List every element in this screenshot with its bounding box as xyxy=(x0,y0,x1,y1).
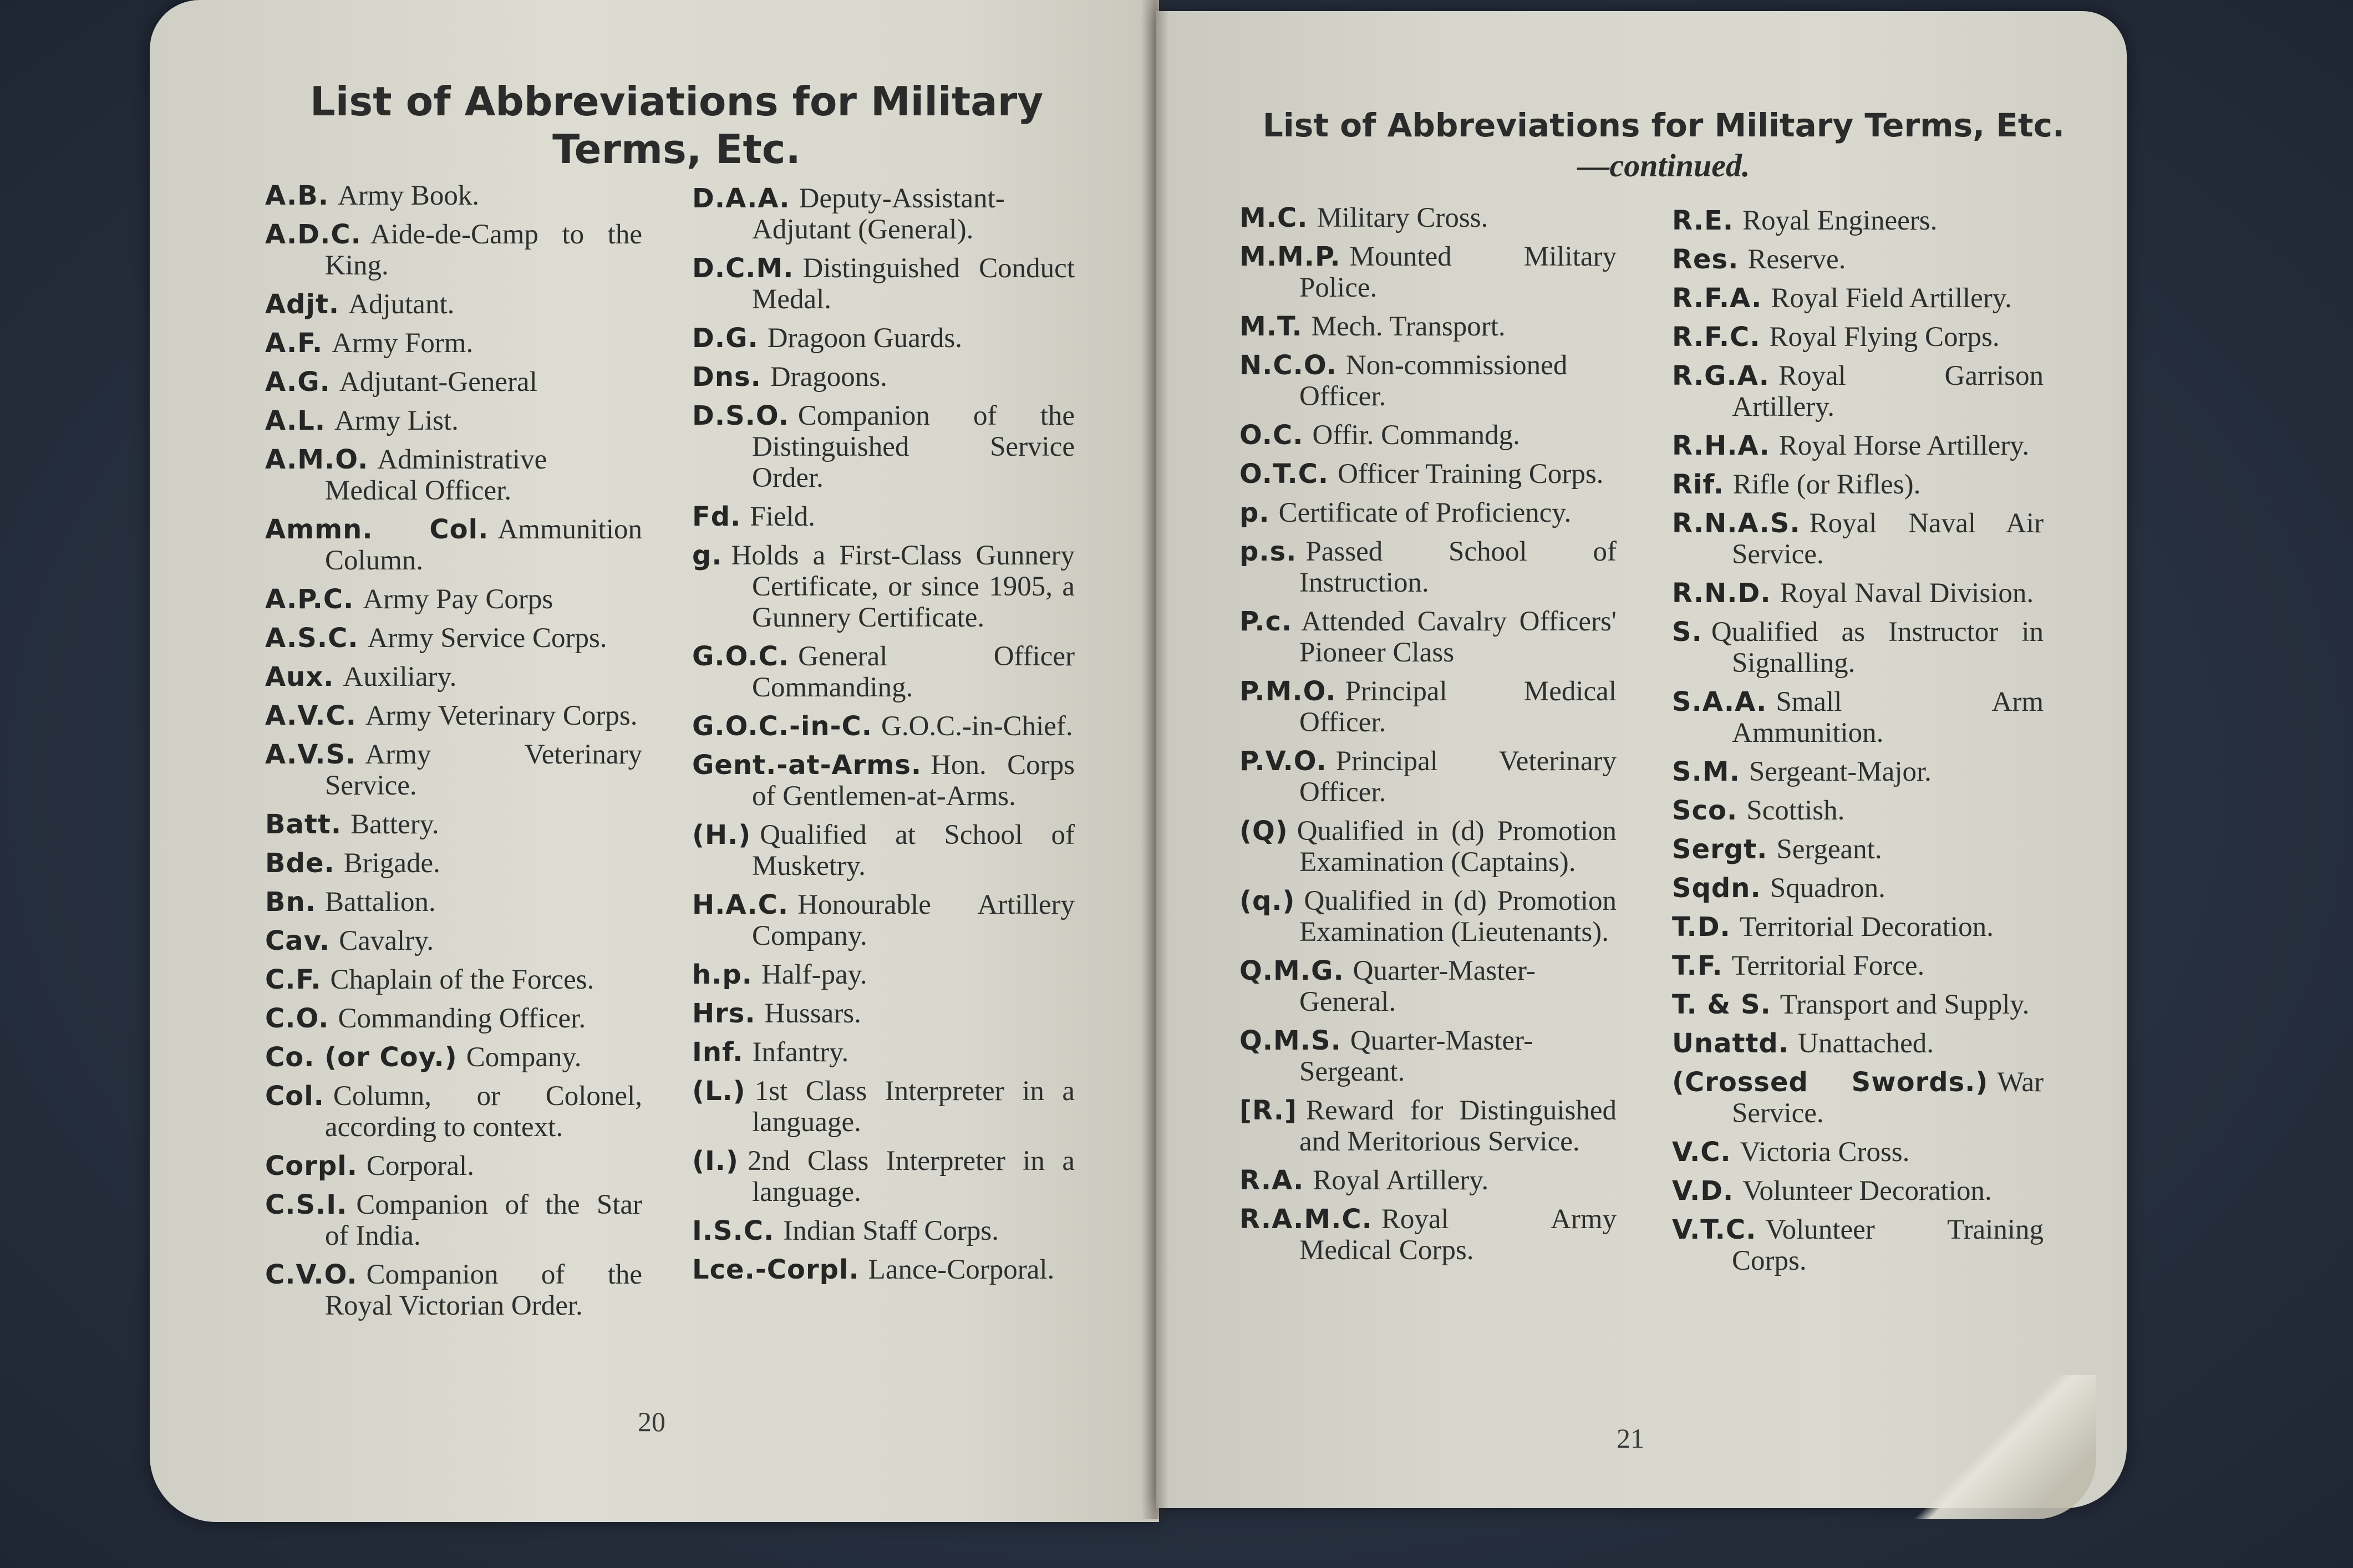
abbreviation-definition: Qualified in (d) Promotion Examination (Lieutenants). xyxy=(1299,885,1617,948)
abbreviation-entry xyxy=(265,1259,642,1321)
abbreviation-definition: Field. xyxy=(750,501,815,532)
abbreviation-term: C.S.I. xyxy=(265,1189,348,1220)
abbreviation-entry xyxy=(265,623,642,654)
abbreviation-definition: Hon. Corps of Gentlemen-at-Arms. xyxy=(752,750,1075,812)
abbreviation-term: [R.] xyxy=(1239,1095,1297,1126)
abbreviation-definition: Transport and Supply. xyxy=(1780,989,2030,1020)
abbreviation-definition: Army Veterinary Service. xyxy=(325,739,642,801)
abbreviation-term: Co. (or Coy.) xyxy=(265,1042,458,1073)
abbreviation-definition: Reward for Distinguished and Meritorious Service. xyxy=(1299,1095,1617,1157)
abbreviation-term: R.F.C. xyxy=(1672,322,1761,353)
abbreviation-definition: Army Veterinary Corps. xyxy=(365,700,638,731)
abbreviation-term: Q.M.S. xyxy=(1239,1025,1341,1056)
abbreviation-definition: Companion of the Royal Victorian Order. xyxy=(325,1259,642,1321)
abbreviation-entry xyxy=(692,183,1075,245)
abbreviation-definition: Company. xyxy=(466,1042,582,1073)
abbreviation-term: A.G. xyxy=(265,366,331,398)
abbreviation-entry xyxy=(265,289,642,320)
abbreviation-definition: Certificate of Proficiency. xyxy=(1278,497,1572,528)
abbreviation-definition: Mech. Transport. xyxy=(1311,311,1506,342)
abbreviation-term: p. xyxy=(1239,497,1270,528)
abbreviation-term: S. xyxy=(1672,617,1703,648)
abbreviation-entry xyxy=(1239,955,1617,1017)
abbreviation-definition: Qualified in (d) Promotion Examination (Captains). xyxy=(1297,816,1617,878)
abbreviation-term: (L.) xyxy=(692,1076,746,1107)
abbreviation-definition: Military Cross. xyxy=(1317,202,1488,233)
left-page-column-2 xyxy=(692,183,1075,1293)
abbreviation-entry xyxy=(265,366,642,398)
book-gutter xyxy=(1141,0,1169,1519)
abbreviation-term: Gent.-at-Arms. xyxy=(692,750,922,781)
abbreviation-entry xyxy=(1672,834,2044,865)
abbreviation-term: Lce.-Corpl. xyxy=(692,1254,860,1285)
abbreviation-definition: Corporal. xyxy=(366,1150,474,1182)
abbreviation-entry xyxy=(692,959,1075,990)
abbreviation-term: h.p. xyxy=(692,959,753,990)
abbreviation-term: R.G.A. xyxy=(1672,360,1770,391)
abbreviation-term: A.D.C. xyxy=(265,219,362,250)
abbreviation-entry xyxy=(265,739,642,801)
abbreviation-definition: Infantry. xyxy=(752,1037,849,1068)
abbreviation-term: S.M. xyxy=(1672,756,1740,787)
abbreviation-entry xyxy=(1239,497,1617,528)
abbreviation-entry xyxy=(1239,459,1617,490)
abbreviation-entry xyxy=(692,889,1075,951)
abbreviation-entry xyxy=(1239,885,1617,948)
abbreviation-term: O.C. xyxy=(1239,420,1304,451)
abbreviation-definition: Commanding Officer. xyxy=(338,1003,586,1034)
abbreviation-entry xyxy=(265,925,642,956)
abbreviation-definition: Army Form. xyxy=(332,328,474,359)
abbreviation-term: Col. xyxy=(265,1081,324,1112)
abbreviation-definition: Unattached. xyxy=(1798,1028,1934,1059)
page-corner-curl xyxy=(1908,1375,2096,1519)
abbreviation-entry xyxy=(692,540,1075,633)
left-page-number: 20 xyxy=(638,1406,665,1437)
abbreviation-definition: Aide-de-Camp to the King. xyxy=(325,219,642,281)
abbreviation-entry xyxy=(1672,508,2044,570)
abbreviation-term: Cav. xyxy=(265,925,331,956)
abbreviation-entry xyxy=(1239,311,1617,342)
abbreviation-entry xyxy=(1239,1025,1617,1087)
abbreviation-definition: Victoria Cross. xyxy=(1740,1137,1910,1168)
abbreviation-entry xyxy=(265,1003,642,1034)
abbreviation-entry xyxy=(692,362,1075,393)
abbreviation-term: P.M.O. xyxy=(1239,676,1336,707)
abbreviation-entry xyxy=(265,219,642,281)
abbreviation-entry xyxy=(265,514,642,576)
abbreviation-term: D.C.M. xyxy=(692,253,794,284)
abbreviation-definition: Army Service Corps. xyxy=(367,623,607,654)
abbreviation-entry xyxy=(1239,536,1617,598)
abbreviation-term: Bn. xyxy=(265,887,316,918)
abbreviation-definition: Royal Army Medical Corps. xyxy=(1299,1204,1617,1266)
abbreviation-definition: Royal Field Artillery. xyxy=(1771,283,2012,314)
abbreviation-definition: Reserve. xyxy=(1747,244,1846,275)
abbreviation-entry xyxy=(265,444,642,506)
abbreviation-definition: Auxiliary. xyxy=(343,661,457,693)
right-page-title-text: List of Abbreviations for Military Terms, Etc. xyxy=(1262,106,2065,144)
abbreviation-definition: Chaplain of the Forces. xyxy=(330,964,594,995)
abbreviation-term: R.A.M.C. xyxy=(1239,1204,1373,1235)
abbreviation-entry xyxy=(1239,420,1617,451)
abbreviation-entry xyxy=(1672,1175,2044,1206)
abbreviation-entry xyxy=(692,711,1075,742)
abbreviation-term: I.S.C. xyxy=(692,1215,775,1246)
abbreviation-term: (Q) xyxy=(1239,816,1288,847)
abbreviation-term: T. & S. xyxy=(1672,989,1771,1020)
abbreviation-entry xyxy=(265,328,642,359)
abbreviation-term: Fd. xyxy=(692,501,741,532)
abbreviation-term: (I.) xyxy=(692,1146,739,1177)
abbreviation-entry xyxy=(1239,202,1617,233)
abbreviation-definition: Mounted Military Police. xyxy=(1299,241,1617,303)
abbreviation-term: G.O.C.-in-C. xyxy=(692,711,873,742)
abbreviation-term: O.T.C. xyxy=(1239,459,1329,490)
abbreviation-term: T.F. xyxy=(1672,950,1723,981)
abbreviation-definition: Adjutant-General xyxy=(339,366,537,398)
left-page-column-1 xyxy=(265,180,642,1329)
abbreviation-term: Q.M.G. xyxy=(1239,955,1344,986)
abbreviation-entry xyxy=(692,1146,1075,1208)
abbreviation-term: Sco. xyxy=(1672,795,1738,826)
abbreviation-entry xyxy=(265,584,642,615)
abbreviation-term: Res. xyxy=(1672,244,1739,275)
abbreviation-term: P.V.O. xyxy=(1239,746,1327,777)
left-page-title: List of Abbreviations for Military Terms, Etc. xyxy=(309,78,1044,172)
abbreviation-definition: Sergeant-Major. xyxy=(1749,756,1932,787)
abbreviation-definition: Dragoon Guards. xyxy=(767,323,962,354)
abbreviation-term: C.F. xyxy=(265,964,322,995)
abbreviation-entry xyxy=(1672,244,2044,275)
abbreviation-term: M.T. xyxy=(1239,311,1303,342)
abbreviation-entry xyxy=(1239,241,1617,303)
abbreviation-definition: Offir. Commandg. xyxy=(1312,420,1520,451)
abbreviation-definition: Qualified as Instructor in Signalling. xyxy=(1711,617,2044,679)
abbreviation-definition: War Service. xyxy=(1732,1067,2044,1129)
abbreviation-definition: Royal Artillery. xyxy=(1313,1165,1489,1196)
abbreviation-definition: Companion of the Distinguished Service Order. xyxy=(752,400,1075,493)
abbreviation-term: R.N.A.S. xyxy=(1672,508,1801,539)
abbreviation-entry xyxy=(1672,912,2044,943)
abbreviation-term: Sqdn. xyxy=(1672,873,1761,904)
abbreviation-definition: Royal Horse Artillery. xyxy=(1778,430,2030,461)
abbreviation-entry xyxy=(1239,350,1617,412)
abbreviation-entry xyxy=(1672,756,2044,787)
abbreviation-entry xyxy=(1672,322,2044,353)
abbreviation-term: p.s. xyxy=(1239,536,1297,567)
abbreviation-definition: Adjutant. xyxy=(348,289,455,320)
abbreviation-definition: Royal Engineers. xyxy=(1742,205,1938,236)
abbreviation-term: g. xyxy=(692,540,723,571)
abbreviation-term: A.B. xyxy=(265,180,329,211)
abbreviation-term: Inf. xyxy=(692,1037,744,1068)
abbreviation-term: (H.) xyxy=(692,819,751,851)
abbreviation-term: A.S.C. xyxy=(265,623,359,654)
abbreviation-definition: Quarter-Master-Sergeant. xyxy=(1299,1025,1533,1087)
abbreviation-entry xyxy=(1672,873,2044,904)
abbreviation-entry xyxy=(265,405,642,436)
abbreviation-entry xyxy=(692,1215,1075,1246)
abbreviation-entry xyxy=(692,253,1075,315)
abbreviation-term: A.F. xyxy=(265,328,323,359)
abbreviation-entry xyxy=(692,819,1075,882)
abbreviation-term: C.O. xyxy=(265,1003,329,1034)
abbreviation-entry xyxy=(1672,578,2044,609)
abbreviation-definition: Scottish. xyxy=(1746,795,1845,826)
abbreviation-entry xyxy=(265,1042,642,1073)
abbreviation-term: Sergt. xyxy=(1672,834,1768,865)
abbreviation-term: C.V.O. xyxy=(265,1259,358,1290)
abbreviation-term: S.A.A. xyxy=(1672,686,1767,717)
abbreviation-entry xyxy=(265,809,642,840)
abbreviation-definition: Administrative Medical Officer. xyxy=(325,444,547,506)
abbreviation-term: Corpl. xyxy=(265,1150,358,1182)
abbreviation-term: Ammn. Col. xyxy=(265,514,489,545)
abbreviation-entry xyxy=(1239,816,1617,878)
abbreviation-definition: Volunteer Training Corps. xyxy=(1732,1214,2044,1276)
abbreviation-definition: Column, or Colonel, according to context. xyxy=(325,1081,642,1143)
abbreviation-term: A.M.O. xyxy=(265,444,369,475)
abbreviation-entry xyxy=(265,661,642,693)
right-page-title-suffix: —continued. xyxy=(1577,147,1750,184)
abbreviation-term: R.E. xyxy=(1672,205,1734,236)
right-page-column-1 xyxy=(1239,202,1617,1274)
abbreviation-definition: Deputy-Assistant-Adjutant (General). xyxy=(752,183,1005,245)
abbreviation-definition: Companion of the Star of India. xyxy=(325,1189,642,1251)
abbreviation-definition: Holds a First-Class Gunnery Certificate, or since 1905, a Gunnery Certificate. xyxy=(731,540,1075,633)
abbreviation-definition: Dragoons. xyxy=(770,362,887,393)
abbreviation-definition: Qualified at School of Musketry. xyxy=(752,819,1075,882)
abbreviation-entry xyxy=(1672,617,2044,679)
abbreviation-term: V.D. xyxy=(1672,1175,1734,1206)
abbreviation-entry xyxy=(1239,1165,1617,1196)
abbreviation-term: D.S.O. xyxy=(692,400,789,431)
abbreviation-term: R.N.D. xyxy=(1672,578,1771,609)
abbreviation-entry xyxy=(1672,283,2044,314)
abbreviation-term: A.L. xyxy=(265,405,326,436)
abbreviation-term: Dns. xyxy=(692,362,761,393)
abbreviation-entry xyxy=(692,400,1075,493)
abbreviation-entry xyxy=(265,1189,642,1251)
abbreviation-definition: Officer Training Corps. xyxy=(1338,459,1604,490)
abbreviation-definition: Indian Staff Corps. xyxy=(783,1215,999,1246)
abbreviation-definition: Distinguished Conduct Medal. xyxy=(752,253,1075,315)
abbreviation-definition: Royal Naval Air Service. xyxy=(1732,508,2044,570)
abbreviation-definition: G.O.C.-in-Chief. xyxy=(881,711,1073,742)
abbreviation-entry xyxy=(1672,205,2044,236)
abbreviation-term: V.C. xyxy=(1672,1137,1731,1168)
abbreviation-term: Aux. xyxy=(265,661,334,693)
abbreviation-entry xyxy=(265,1081,642,1143)
abbreviation-definition: Battalion. xyxy=(325,887,436,918)
abbreviation-entry xyxy=(265,700,642,731)
abbreviation-entry xyxy=(692,1037,1075,1068)
abbreviation-entry xyxy=(1239,1095,1617,1157)
abbreviation-term: Hrs. xyxy=(692,998,756,1029)
abbreviation-definition: Half-pay. xyxy=(761,959,867,990)
abbreviation-entry xyxy=(1239,606,1617,668)
abbreviation-definition: Hussars. xyxy=(764,998,861,1029)
abbreviation-term: A.P.C. xyxy=(265,584,354,615)
abbreviation-entry xyxy=(1672,1067,2044,1129)
right-page-column-2 xyxy=(1672,205,2044,1284)
abbreviation-term: Bde. xyxy=(265,848,335,879)
abbreviation-definition: Army Book. xyxy=(338,180,480,211)
abbreviation-term: R.A. xyxy=(1239,1165,1304,1196)
abbreviation-entry xyxy=(692,641,1075,703)
abbreviation-entry xyxy=(1672,795,2044,826)
abbreviation-term: D.A.A. xyxy=(692,183,790,214)
abbreviation-definition: Cavalry. xyxy=(339,925,434,956)
abbreviation-definition: 2nd Class Interpreter in a language. xyxy=(747,1146,1075,1208)
abbreviation-entry xyxy=(1672,1028,2044,1059)
abbreviation-entry xyxy=(265,180,642,211)
abbreviation-entry xyxy=(1672,430,2044,461)
abbreviation-term: V.T.C. xyxy=(1672,1214,1757,1245)
abbreviation-term: Rif. xyxy=(1672,469,1724,500)
abbreviation-term: Batt. xyxy=(265,809,342,840)
abbreviation-term: M.C. xyxy=(1239,202,1308,233)
abbreviation-term: N.C.O. xyxy=(1239,350,1337,381)
abbreviation-definition: Non-commissioned Officer. xyxy=(1299,350,1568,412)
abbreviation-definition: Battery. xyxy=(350,809,439,840)
abbreviation-entry xyxy=(1672,1214,2044,1276)
right-page-title xyxy=(1248,105,2080,186)
abbreviation-entry xyxy=(265,848,642,879)
abbreviation-definition: Royal Naval Division. xyxy=(1780,578,2034,609)
abbreviation-definition: Passed School of Instruction. xyxy=(1299,536,1617,598)
abbreviation-entry xyxy=(692,750,1075,812)
abbreviation-entry xyxy=(1672,1137,2044,1168)
abbreviation-definition: Territorial Force. xyxy=(1731,950,1925,981)
abbreviation-entry xyxy=(265,887,642,918)
abbreviation-term: T.D. xyxy=(1672,912,1731,943)
abbreviation-definition: Royal Garrison Artillery. xyxy=(1732,360,2044,422)
abbreviation-entry xyxy=(1239,676,1617,738)
abbreviation-definition: Squadron. xyxy=(1770,873,1886,904)
abbreviation-definition: Royal Flying Corps. xyxy=(1769,322,2000,353)
abbreviation-entry xyxy=(1672,686,2044,749)
abbreviation-definition: Attended Cavalry Officers' Pioneer Class xyxy=(1299,606,1617,668)
abbreviation-term: P.c. xyxy=(1239,606,1293,637)
abbreviation-definition: 1st Class Interpreter in a language. xyxy=(752,1076,1075,1138)
abbreviation-entry xyxy=(265,964,642,995)
abbreviation-term: R.H.A. xyxy=(1672,430,1770,461)
abbreviation-entry xyxy=(1239,1204,1617,1266)
abbreviation-definition: Quarter-Master-General. xyxy=(1299,955,1536,1017)
abbreviation-entry xyxy=(1239,746,1617,808)
abbreviation-entry xyxy=(1672,469,2044,500)
abbreviation-term: Unattd. xyxy=(1672,1028,1790,1059)
right-page-number: 21 xyxy=(1617,1423,1644,1454)
abbreviation-definition: Rifle (or Rifles). xyxy=(1732,469,1921,500)
abbreviation-term: (Crossed Swords.) xyxy=(1672,1067,1989,1098)
abbreviation-entry xyxy=(692,1076,1075,1138)
abbreviation-term: M.M.P. xyxy=(1239,241,1341,272)
abbreviation-entry xyxy=(265,1150,642,1182)
abbreviation-term: H.A.C. xyxy=(692,889,789,920)
abbreviation-entry xyxy=(692,998,1075,1029)
abbreviation-term: D.G. xyxy=(692,323,759,354)
abbreviation-definition: Army Pay Corps xyxy=(363,584,553,615)
abbreviation-entry xyxy=(692,1254,1075,1285)
abbreviation-definition: Volunteer Decoration. xyxy=(1742,1175,1992,1206)
abbreviation-definition: Small Arm Ammunition. xyxy=(1732,686,2044,749)
abbreviation-definition: General Officer Commanding. xyxy=(752,641,1075,703)
abbreviation-definition: Sergeant. xyxy=(1776,834,1882,865)
abbreviation-term: A.V.C. xyxy=(265,700,357,731)
abbreviation-entry xyxy=(1672,360,2044,422)
abbreviation-entry xyxy=(1672,989,2044,1020)
abbreviation-definition: Ammunition Column. xyxy=(325,514,642,576)
abbreviation-definition: Territorial Decoration. xyxy=(1739,912,1994,943)
abbreviation-term: A.V.S. xyxy=(265,739,357,770)
abbreviation-definition: Principal Veterinary Officer. xyxy=(1299,746,1617,808)
abbreviation-definition: Honourable Artillery Company. xyxy=(752,889,1075,951)
abbreviation-definition: Principal Medical Officer. xyxy=(1299,676,1617,738)
abbreviation-term: G.O.C. xyxy=(692,641,790,672)
abbreviation-definition: Lance-Corporal. xyxy=(868,1254,1055,1285)
abbreviation-entry xyxy=(692,501,1075,532)
abbreviation-entry xyxy=(1672,950,2044,981)
abbreviation-term: R.F.A. xyxy=(1672,283,1762,314)
abbreviation-definition: Brigade. xyxy=(343,848,440,879)
abbreviation-entry xyxy=(692,323,1075,354)
abbreviation-definition: Army List. xyxy=(334,405,459,436)
abbreviation-term: (q.) xyxy=(1239,885,1295,917)
abbreviation-term: Adjt. xyxy=(265,289,340,320)
